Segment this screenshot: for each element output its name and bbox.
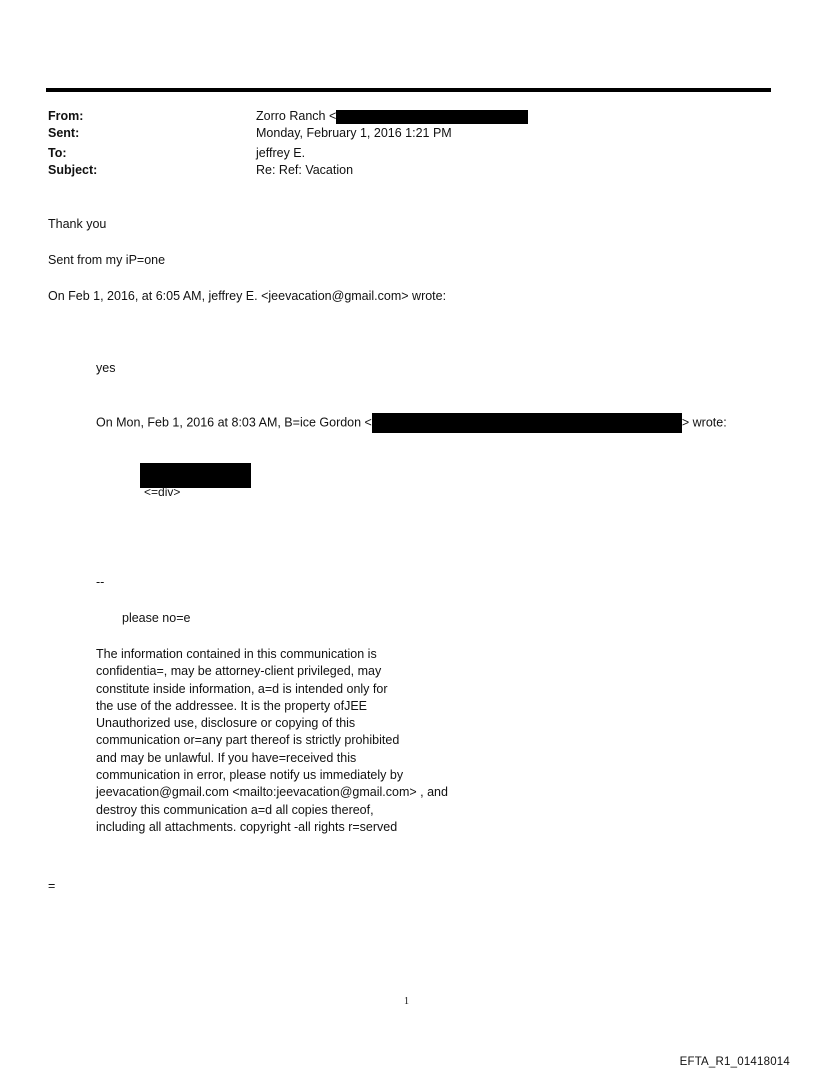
redaction-box [372,413,682,433]
disclaimer-line: communication or=any part thereof is strictly prohibited [96,733,400,748]
bates-number: EFTA_R1_01418014 [679,1056,790,1068]
quote1-yes: yes [96,361,116,375]
quote1-intro: On Feb 1, 2016, at 6:05 AM, jeffrey E. <jeevacation@gmail.com> wrote: [48,289,447,303]
signature-dashes: -- [96,575,105,589]
disclaimer-line: Unauthorized use, disclosure or copying of this [96,716,356,731]
trailing-equals: = [48,879,56,893]
disclaimer-line: and may be unlawful. If you have=received this [96,750,357,765]
from-label: From: [48,109,84,123]
disclaimer-line: the use of the addressee. It is the property ofJEE [96,698,367,713]
from-sender: Zorro Ranch < [256,109,337,123]
subject-label: Subject: [48,163,98,177]
subject-value: Re: Ref: Vacation [256,163,354,177]
disclaimer-line: jeevacation@gmail.com <mailto:jeevacation@gmail.com> , and [96,785,448,800]
confidentiality-disclaimer [96,646,448,836]
disclaimer-line: including all attachments. copyright -all rights r=served [96,819,398,834]
body-signature: Sent from my iP=one [48,253,166,267]
div-tag-text: <=div> [144,485,181,499]
quote2-intro-start: On Mon, Feb 1, 2016 at 8:03 AM, B=ice Gordon < [96,415,372,430]
disclaimer-line: confidentia=, may be attorney-client privileged, may [96,664,382,679]
body-thanks: Thank you [48,217,107,231]
redaction-box [336,110,528,124]
disclaimer-line: communication in error, please notify us immediately by [96,768,404,783]
from-value [256,108,528,125]
page-number: 1 [404,996,409,1007]
quote2-intro [96,413,727,433]
to-value: jeffrey E. [256,146,306,160]
please-note: please no=e [122,611,191,625]
disclaimer-line: constitute inside information, a=d is intended only for [96,681,388,696]
to-label: To: [48,146,67,160]
sent-label: Sent: [48,126,80,140]
sent-value: Monday, February 1, 2016 1:21 PM [256,126,452,140]
quote2-intro-end: > wrote: [681,415,727,430]
header-rule [46,88,771,92]
disclaimer-line: destroy this communication a=d all copies thereof, [96,802,374,817]
disclaimer-line: The information contained in this communication is [96,647,377,661]
